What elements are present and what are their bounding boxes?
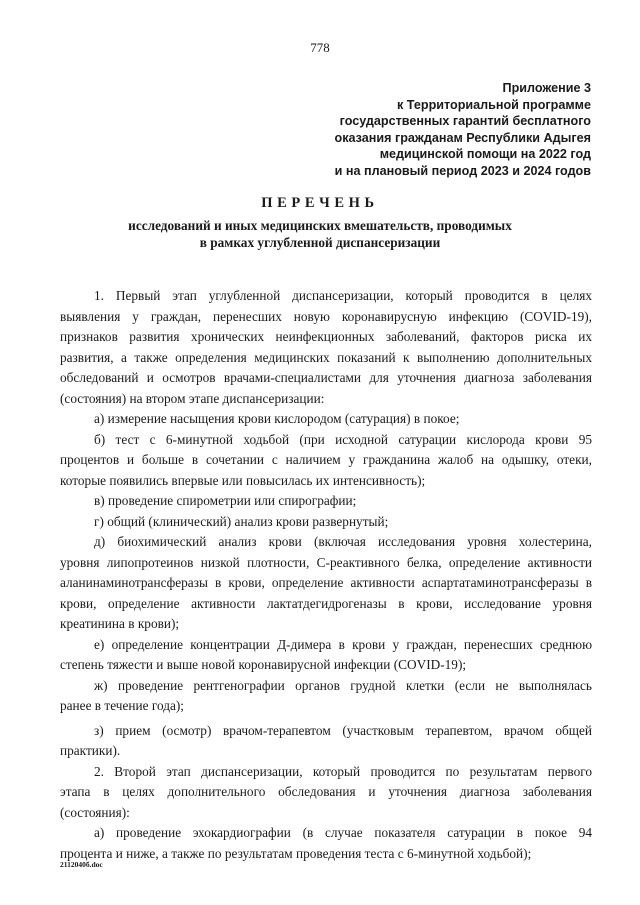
paragraph-item-g bbox=[60, 512, 592, 533]
document-title: ПЕРЕЧЕНЬ bbox=[261, 195, 379, 211]
appendix-line: оказания гражданам Республики Адыгея bbox=[334, 130, 591, 145]
text-line: процентов и больше в сочетании с наличием у гражданина жалоб на одышку, отеки, bbox=[60, 452, 592, 467]
appendix-header bbox=[271, 80, 591, 179]
text-line: признаков развития хронических неинфекционных заболеваний, факторов риска их bbox=[60, 329, 592, 344]
text-line: ж) проведение рентгенографии органов грудной клетки (если не выполнялась bbox=[94, 677, 592, 693]
text-line: (состояния): bbox=[60, 804, 130, 820]
text-line: е) определение концентрации Д-димера в крови у граждан, перенесших среднюю bbox=[94, 636, 592, 652]
paragraph-item-z bbox=[60, 721, 592, 762]
text-line: этапа в целях дополнительного обследования и уточнения диагноза заболевания bbox=[60, 784, 592, 799]
appendix-line: и на плановый период 2023 и 2024 годов bbox=[334, 163, 591, 178]
text-line: аланинаминотрансферазы в крови, определение активности аспартатаминотрансферазы в bbox=[60, 575, 592, 590]
text-line: процента и ниже, а также по результатам проведения теста с 6-минутной ходьбой); bbox=[60, 845, 532, 861]
text-line: в) проведение спирометрии или спирографии; bbox=[94, 493, 357, 508]
appendix-line: государственных гарантий бесплатного bbox=[339, 114, 591, 128]
text-line: а) измерение насыщения крови кислородом (сатурация) в покое; bbox=[94, 411, 460, 426]
appendix-line: Приложение 3 bbox=[502, 81, 591, 95]
text-line: б) тест с 6-минутной ходьбой (при исходной сатурации кислорода крови 95 bbox=[94, 431, 592, 447]
page-number: 778 bbox=[310, 40, 330, 55]
appendix-line: медицинской помощи на 2022 год bbox=[379, 147, 591, 161]
text-line: 2. Второй этап диспансеризации, который проводится по результатам первого bbox=[94, 763, 592, 779]
text-line: развития, а также определения медицинских показаний к выполнению дополнительных bbox=[60, 349, 592, 365]
text-line: креатинина в крови); bbox=[60, 616, 180, 631]
paragraph-item-e bbox=[60, 635, 592, 676]
paragraph-item-b bbox=[60, 430, 592, 492]
appendix-line: к Территориальной программе bbox=[397, 97, 591, 112]
text-line: крови, определение активности лактатдегидрогеназы в крови, исследование уровня bbox=[60, 595, 592, 611]
paragraph-stage-2-item-a bbox=[60, 823, 592, 864]
document-subtitle bbox=[0, 218, 640, 251]
subtitle-line: в рамках углубленной диспансеризации bbox=[199, 234, 441, 250]
paragraph-item-a bbox=[60, 409, 592, 430]
text-line: уровня липопротеинов низкой плотности, С-реактивного белка, определение активности bbox=[60, 554, 592, 570]
file-name-footer: 2112040б.doc bbox=[60, 860, 103, 869]
paragraph-item-zh bbox=[60, 676, 592, 717]
text-line: з) прием (осмотр) врачом-терапевтом (участковым терапевтом, врачом общей bbox=[94, 722, 592, 738]
text-line: (состояния) на втором этапе диспансеризации: bbox=[60, 390, 325, 406]
subtitle-line: исследований и иных медицинских вмешательств, проводимых bbox=[128, 218, 512, 233]
text-line: ранее в течение года); bbox=[60, 698, 185, 713]
text-line: г) общий (клинический) анализ крови развернутый; bbox=[94, 513, 389, 529]
paragraph-stage-1 bbox=[60, 286, 592, 409]
text-line: д) биохимический анализ крови (включая исследования уровня холестерина, bbox=[94, 534, 592, 549]
paragraph-item-d bbox=[60, 532, 592, 635]
text-line: 1. Первый этап углубленной диспансеризации, который проводится в целях bbox=[94, 288, 592, 303]
paragraph-stage-2 bbox=[60, 762, 592, 824]
text-line: выявления у граждан, перенесших новую коронавирусную инфекцию (COVID-19), bbox=[60, 308, 592, 324]
document-body bbox=[60, 286, 592, 864]
text-line: обследований и осмотров врачами-специалистами для уточнения диагноза заболевания bbox=[60, 370, 592, 385]
text-line: практики). bbox=[60, 743, 121, 758]
text-line: а) проведение эхокардиографии (в случае показателя сатурации в покое 94 bbox=[94, 825, 592, 840]
paragraph-item-v bbox=[60, 491, 592, 512]
text-line: которые появились впервые или повысилась их интенсивность); bbox=[60, 472, 426, 488]
text-line: степень тяжести и выше новой коронавирусной инфекции (COVID-19); bbox=[60, 657, 467, 672]
